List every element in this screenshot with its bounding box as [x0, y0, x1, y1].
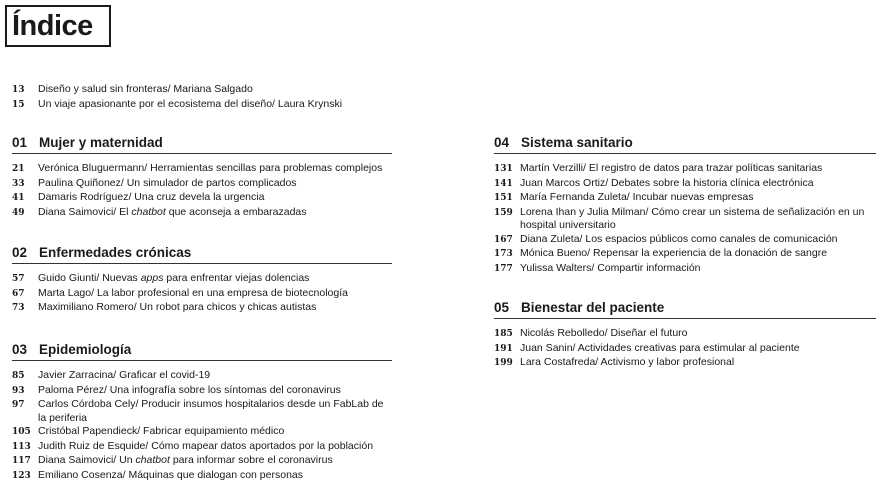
toc-entry[interactable]	[494, 342, 876, 357]
toc-entry[interactable]	[12, 469, 392, 484]
section-number: 02	[12, 245, 28, 260]
entry-text: Lorena Ihan y Julia Milman/ Cómo crear un sistema de señalización en un hospital universitario	[520, 205, 865, 231]
entry-text: Maximiliano Romero/ Un robot para chicos y chicas autistas	[38, 301, 317, 313]
page-number: 173	[494, 249, 513, 259]
index-title-box	[5, 5, 111, 47]
page-number: 113	[12, 441, 31, 452]
page-number: 13	[12, 85, 25, 95]
entry-text: Diana Saimovici/ Un chatbot para informar sobre el coronavirus	[38, 454, 333, 466]
entry-text: Judith Ruiz de Esquide/ Cómo mapear datos aportados por la población	[38, 439, 374, 452]
section-title: Enfermedades crónicas	[39, 245, 192, 260]
page-number: 191	[494, 343, 513, 354]
toc-entry[interactable]	[12, 384, 392, 399]
page-number: 97	[12, 400, 25, 410]
page-number: 15	[12, 99, 25, 110]
section-04	[494, 135, 876, 276]
page-number: 159	[494, 207, 513, 218]
entry-text: Diseño y salud sin fronteras/ Mariana Salgado	[38, 83, 253, 95]
index-title: Índice	[12, 9, 93, 42]
section-number: 01	[12, 135, 28, 150]
toc-entry[interactable]	[12, 398, 392, 425]
entry-text: Diana Zuleta/ Los espacios públicos como canales de comunicación	[520, 232, 838, 245]
section-heading	[494, 300, 876, 319]
section-03	[12, 342, 392, 483]
toc-entry[interactable]	[12, 369, 392, 384]
toc-entry[interactable]	[494, 247, 876, 262]
toc-entry[interactable]	[12, 440, 392, 455]
toc-entry[interactable]	[12, 454, 392, 469]
entry-text: Paloma Pérez/ Una infografía sobre los síntomas del coronavirus	[38, 383, 341, 396]
page-number: 167	[494, 234, 513, 245]
page-number: 33	[12, 178, 25, 189]
section-heading	[12, 135, 392, 154]
section-heading	[494, 135, 876, 154]
page-number: 73	[12, 303, 25, 313]
section-02	[12, 245, 392, 316]
toc-entry[interactable]	[494, 162, 876, 177]
entry-text: Carlos Córdoba Cely/ Producir insumos hospitalarios desde un FabLab de la periferia	[38, 398, 384, 424]
page-number: 21	[12, 164, 25, 174]
entry-text: María Fernanda Zuleta/ Incubar nuevas empresas	[520, 191, 754, 203]
entry-text: Emiliano Cosenza/ Máquinas que dialogan con personas	[38, 468, 304, 481]
entry-text: Nicolás Rebolledo/ Diseñar el futuro	[520, 327, 688, 339]
entry-text: Mónica Bueno/ Repensar la experiencia de la donación de sangre	[520, 247, 828, 259]
section-title: Sistema sanitario	[521, 135, 633, 150]
toc-entry[interactable]	[494, 191, 876, 206]
section-01	[12, 135, 392, 220]
page-number: 41	[12, 193, 25, 203]
section-number: 03	[12, 342, 28, 357]
toc-entry[interactable]	[12, 425, 392, 440]
toc-entry[interactable]	[12, 272, 392, 287]
toc-entry[interactable]	[12, 177, 392, 192]
toc-entry[interactable]	[12, 191, 392, 206]
page-number: 85	[12, 371, 25, 381]
toc-entry[interactable]	[494, 327, 876, 342]
entry-text: Yulissa Walters/ Compartir información	[520, 261, 701, 274]
intro-entry[interactable]	[12, 98, 342, 113]
page-number: 123	[12, 470, 31, 481]
toc-entry[interactable]	[494, 356, 876, 371]
entry-text: Lara Costafreda/ Activismo y labor profesional	[520, 356, 735, 368]
entry-text: Javier Zarracina/ Graficar el covid-19	[38, 369, 211, 381]
toc-entry[interactable]	[12, 287, 392, 302]
page-number: 67	[12, 288, 25, 299]
page-number: 141	[494, 178, 513, 189]
toc-entry[interactable]	[494, 262, 876, 277]
page-number: 93	[12, 385, 25, 396]
page-number: 57	[12, 274, 25, 284]
entry-text: Guido Giunti/ Nuevas apps para enfrentar viejas dolencias	[38, 272, 310, 284]
page-number: 117	[12, 456, 31, 466]
entry-text: Verónica Bluguermann/ Herramientas sencillas para problemas complejos	[38, 162, 383, 174]
entry-text: Paulina Quiñonez/ Un simulador de partos complicados	[38, 176, 297, 189]
entry-text: Martín Verzilli/ El registro de datos para trazar políticas sanitarias	[520, 162, 823, 174]
intro-entries	[12, 83, 342, 112]
intro-entry[interactable]	[12, 83, 342, 98]
page-number: 105	[12, 427, 31, 437]
toc-entry[interactable]	[12, 206, 392, 221]
entry-text: Juan Sanin/ Actividades creativas para estimular al paciente	[520, 341, 800, 354]
page-number: 199	[494, 358, 513, 368]
page-number: 185	[494, 329, 513, 339]
page-number: 177	[494, 263, 513, 274]
section-number: 05	[494, 300, 510, 315]
page-number: 151	[494, 193, 513, 203]
section-title: Bienestar del paciente	[521, 300, 665, 315]
toc-entry[interactable]	[494, 177, 876, 192]
entry-text: Marta Lago/ La labor profesional en una empresa de biotecnología	[38, 286, 348, 299]
entry-text: Diana Saimovici/ El chatbot que aconseja a embarazadas	[38, 205, 307, 218]
entry-text: Un viaje apasionante por el ecosistema del diseño/ Laura Krynski	[38, 97, 343, 110]
toc-entry[interactable]	[494, 206, 876, 233]
section-heading	[12, 245, 392, 264]
entry-text: Cristóbal Papendieck/ Fabricar equipamiento médico	[38, 425, 285, 437]
page-number: 131	[494, 164, 513, 174]
toc-entry[interactable]	[12, 301, 392, 316]
section-number: 04	[494, 135, 510, 150]
entry-text: Damaris Rodríguez/ Una cruz devela la urgencia	[38, 191, 265, 203]
section-title: Epidemiología	[39, 342, 132, 357]
section-title: Mujer y maternidad	[39, 135, 163, 150]
section-05	[494, 300, 876, 371]
entry-text: Juan Marcos Ortiz/ Debates sobre la historia clínica electrónica	[520, 176, 814, 189]
toc-entry[interactable]	[12, 162, 392, 177]
page-number: 49	[12, 207, 25, 218]
section-heading	[12, 342, 392, 361]
toc-entry[interactable]	[494, 233, 876, 248]
